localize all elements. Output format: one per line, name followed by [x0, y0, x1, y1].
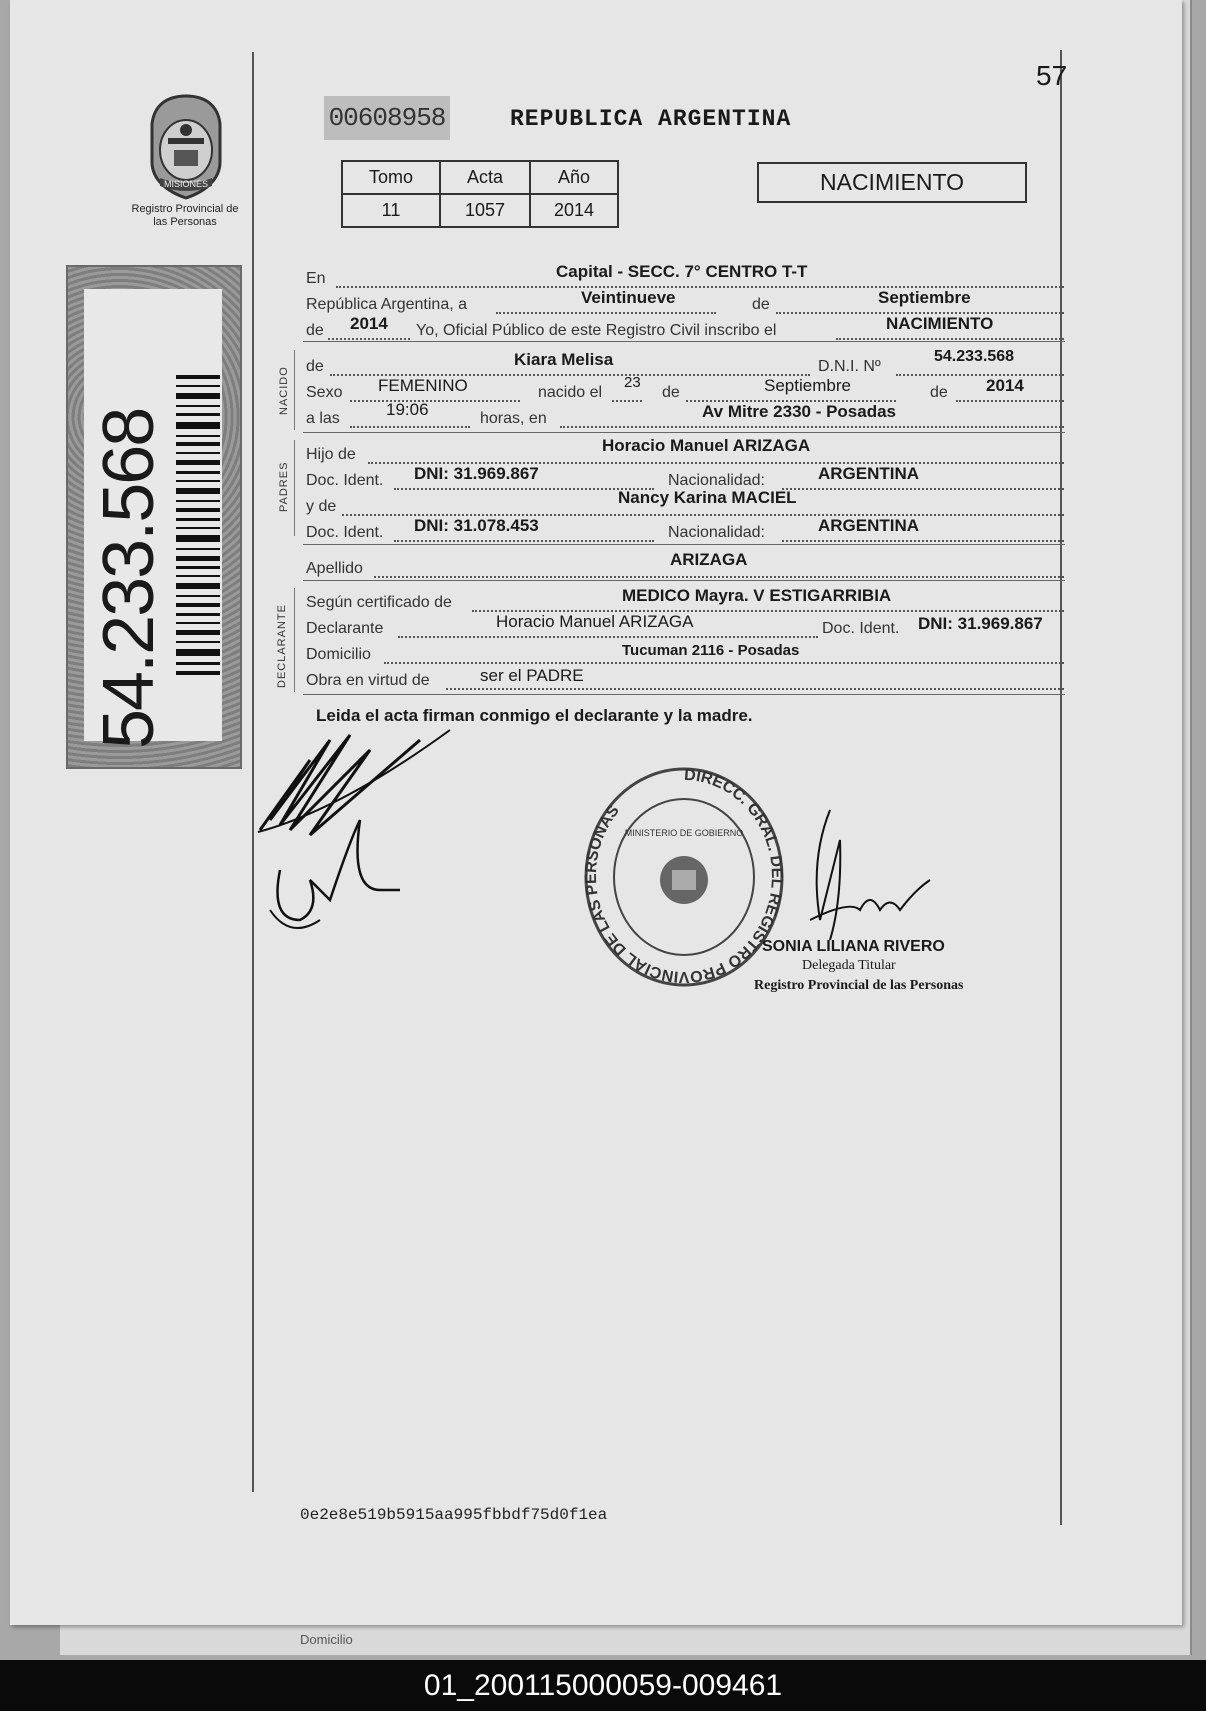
- scan-id-footer: [0, 1660, 1206, 1711]
- volume-table: [341, 160, 619, 228]
- acta-value: 1057: [440, 194, 530, 227]
- official-signature-icon: [770, 800, 950, 950]
- anio-value: 2014: [530, 194, 618, 227]
- mother-doc-row: [306, 518, 1064, 542]
- page-number: 57: [1036, 60, 1068, 91]
- date-month: Septiembre: [878, 288, 971, 307]
- date-de-label: de: [752, 296, 770, 313]
- birth-year: 2014: [986, 376, 1024, 395]
- event-value: NACIMIENTO: [886, 314, 994, 333]
- tomo-value: 11: [342, 194, 440, 227]
- birth-de-label-2: de: [930, 384, 948, 401]
- father-nat-label: Nacionalidad:: [668, 472, 765, 489]
- official-stamp-icon: [576, 760, 792, 994]
- surname-value: ARIZAGA: [670, 550, 748, 569]
- address-row: [306, 640, 1064, 664]
- country-title: REPUBLICA ARGENTINA: [510, 106, 792, 132]
- inscribe-text: Yo, Oficial Público de este Registro Civil inscribo el: [416, 322, 777, 339]
- mother-doc-label: Doc. Ident.: [306, 524, 384, 541]
- mother-doc: DNI: 31.078.453: [414, 516, 539, 535]
- official-role: Delegada Titular: [802, 958, 896, 973]
- document-type-box: NACIMIENTO: [757, 162, 1027, 203]
- alas-label: a las: [306, 410, 340, 427]
- registry-label: Registro Provincial de las Personas: [131, 203, 239, 228]
- mother-nationality: ARGENTINA: [818, 516, 920, 535]
- declarant-row: [306, 614, 1064, 638]
- address-value: Tucuman 2116 - Posadas: [622, 642, 800, 659]
- surname-row: [306, 550, 1064, 578]
- misiones-emblem-icon: [138, 92, 234, 202]
- birth-day: 23: [624, 374, 641, 391]
- child-name-row: [306, 348, 1064, 376]
- scan-id: 01_200115000059-009461: [423, 1668, 783, 1702]
- barcode-bars-icon: [176, 375, 220, 675]
- birth-month: Septiembre: [764, 376, 851, 395]
- declarant-signature-icon: [250, 720, 460, 950]
- certificate-sheet: [10, 0, 1182, 1625]
- obra-label: Obra en virtud de: [306, 672, 430, 689]
- declarant-name: Horacio Manuel ARIZAGA: [496, 612, 694, 631]
- cert-row: [306, 588, 1064, 612]
- sexo-value: FEMENINO: [378, 376, 468, 395]
- side-label-nacido: NACIDO: [278, 366, 290, 415]
- surname-label: Apellido: [306, 560, 363, 577]
- father-doc: DNI: 31.969.867: [414, 464, 539, 483]
- declarant-label: Declarante: [306, 620, 384, 637]
- svg-text:DIRECC. GRAL. DEL REGISTRO PRO: DIRECC. GRAL. DEL REGISTRO PROVINCIAL DE LAS PERSONAS: [582, 766, 786, 986]
- document-hash: 0e2e8e519b5915aa995fbbdf75d0f1ea: [300, 1506, 608, 1524]
- mother-name: Nancy Karina MACIEL: [618, 488, 797, 507]
- official-name: SONIA LILIANA RIVERO: [762, 938, 945, 955]
- under-label: Domicilio: [300, 1632, 353, 1647]
- side-label-padres: PADRES: [278, 461, 290, 512]
- tomo-header: Tomo: [342, 161, 440, 194]
- date-year: 2014: [350, 314, 388, 333]
- birth-time: 19:06: [386, 400, 429, 419]
- volume-value-row: [342, 194, 618, 227]
- date-day: Veintinueve: [581, 288, 676, 307]
- svg-text:MISIONES: MISIONES: [163, 179, 209, 189]
- child-dni: 54.233.568: [934, 348, 1015, 365]
- volume-header-row: [342, 161, 618, 194]
- barcode-panel: [84, 289, 222, 749]
- father-doc-label: Doc. Ident.: [306, 472, 384, 489]
- cert-label: Según certificado de: [306, 594, 452, 611]
- mother-row: [306, 488, 1064, 516]
- hijo-label: Hijo de: [306, 446, 356, 463]
- republic-label: República Argentina, a: [306, 296, 467, 313]
- birth-place: Av Mitre 2330 - Posadas: [702, 402, 897, 421]
- barcode-number: 54.233.568: [89, 408, 169, 749]
- closing-statement: Leida el acta firman conmigo el declarante y la madre.: [316, 706, 753, 725]
- born-label: nacido el: [538, 384, 603, 401]
- child-dni-label: D.N.I. Nº: [818, 358, 881, 375]
- anio-header: Año: [530, 161, 618, 194]
- address-label: Domicilio: [306, 646, 371, 663]
- mother-nat-label: Nacionalidad:: [668, 524, 765, 541]
- year-row: [306, 316, 1064, 340]
- child-de-label: de: [306, 358, 324, 375]
- obra-row: [306, 666, 1064, 690]
- under-sheet-strip: [80, 1628, 1160, 1656]
- official-office: Registro Provincial de las Personas: [754, 978, 964, 993]
- place-value: Capital - SECC. 7° CENTRO T-T: [556, 262, 808, 281]
- birth-de-label: de: [662, 384, 680, 401]
- place-row: [306, 264, 1064, 288]
- acta-header: Acta: [440, 161, 530, 194]
- date-row: [306, 290, 1064, 314]
- father-row: [306, 436, 1064, 464]
- child-name: Kiara Melisa: [514, 350, 614, 369]
- father-nationality: ARGENTINA: [818, 464, 920, 483]
- barcode-card: [66, 265, 242, 769]
- place-label: En: [306, 270, 326, 287]
- father-name: Horacio Manuel ARIZAGA: [602, 436, 811, 455]
- child-time-row: [306, 400, 1064, 428]
- year-de-label: de: [306, 322, 324, 339]
- cert-value: MEDICO Mayra. V ESTIGARRIBIA: [622, 586, 892, 605]
- yde-label: y de: [306, 498, 337, 515]
- horas-label: horas, en: [480, 410, 547, 427]
- svg-text:MINISTERIO DE GOBIERNO: MINISTERIO DE GOBIERNO: [624, 828, 744, 838]
- child-birth-row: [306, 374, 1064, 402]
- sexo-label: Sexo: [306, 384, 343, 401]
- declarant-doc: DNI: 31.969.867: [918, 614, 1043, 633]
- declarant-doc-label: Doc. Ident.: [822, 620, 900, 637]
- side-label-declarante: DECLARANTE: [276, 604, 288, 688]
- father-doc-row: [306, 466, 1064, 490]
- serial-number: 00608958: [324, 96, 450, 140]
- obra-value: ser el PADRE: [480, 666, 584, 685]
